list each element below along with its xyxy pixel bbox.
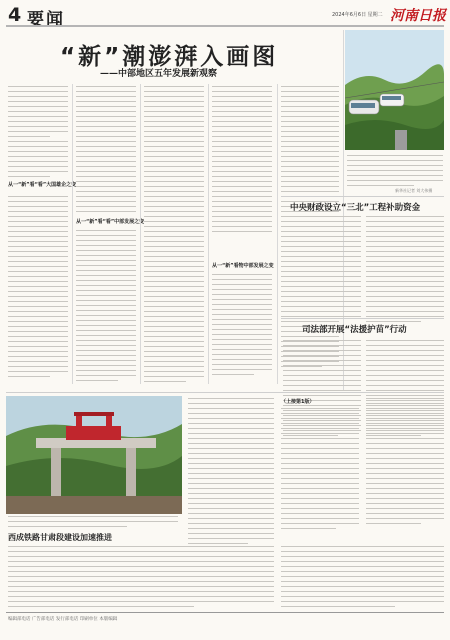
lead-headline: “新”潮澎湃入画图 — [60, 44, 279, 70]
story-2-column-2 — [366, 216, 444, 326]
cable-car-landscape-image — [345, 30, 444, 150]
story-2-headline: 中央财政设立“三北”工程补助资金 — [290, 203, 421, 213]
story-2-column-1 — [283, 216, 361, 326]
paper-name: 河南日报 — [390, 8, 446, 24]
lead-column-4 — [212, 86, 272, 236]
lead-subhead-3: 从一“新”看物中部发展之变 — [212, 263, 274, 269]
lead-column-1b — [8, 196, 68, 381]
lead-column-2b — [76, 230, 136, 385]
top-right-photo-caption — [347, 155, 443, 190]
bottom-left-photo — [6, 396, 182, 514]
lead-column-1 — [8, 86, 68, 181]
footer: 编辑部电话 广告部电话 发行部电话 印刷单位 本版编辑 — [8, 617, 118, 622]
bottom-photo-headline: 西成铁路甘肃段建设加速推进 — [8, 533, 112, 542]
bridge-construction-image — [6, 396, 182, 514]
story-3-headline: 司法部开展“法援护苗”行动 — [302, 325, 407, 335]
lead-column-3 — [144, 86, 204, 386]
bottom-left-photo-caption — [8, 516, 178, 531]
issue-date: 2024年6月6日 星期二 — [332, 12, 383, 18]
section-title: 要闻 — [27, 10, 65, 30]
lead-column-4b — [212, 274, 272, 379]
lower-middle-column — [188, 398, 274, 548]
top-right-photo-credit: 新华社记者 刘大伟摄 — [395, 188, 433, 193]
bottom-right-story-tail — [281, 546, 444, 611]
lead-subheadline: ——中部地区五年发展新观察 — [100, 69, 218, 79]
continued-story-label: （上接第1版） — [281, 399, 315, 405]
bottom-story-text — [8, 546, 274, 611]
top-right-photo — [345, 30, 444, 150]
page-number: 4 — [8, 4, 22, 26]
continued-story-column-2 — [366, 398, 444, 528]
lead-column-2 — [76, 86, 136, 216]
lead-subhead-1: 从一“新”看“看”大国雄企之变 — [8, 182, 77, 188]
lead-subhead-2: 从一“新”看“看”中部发展之变 — [76, 219, 145, 225]
continued-story-column-1 — [281, 408, 359, 533]
